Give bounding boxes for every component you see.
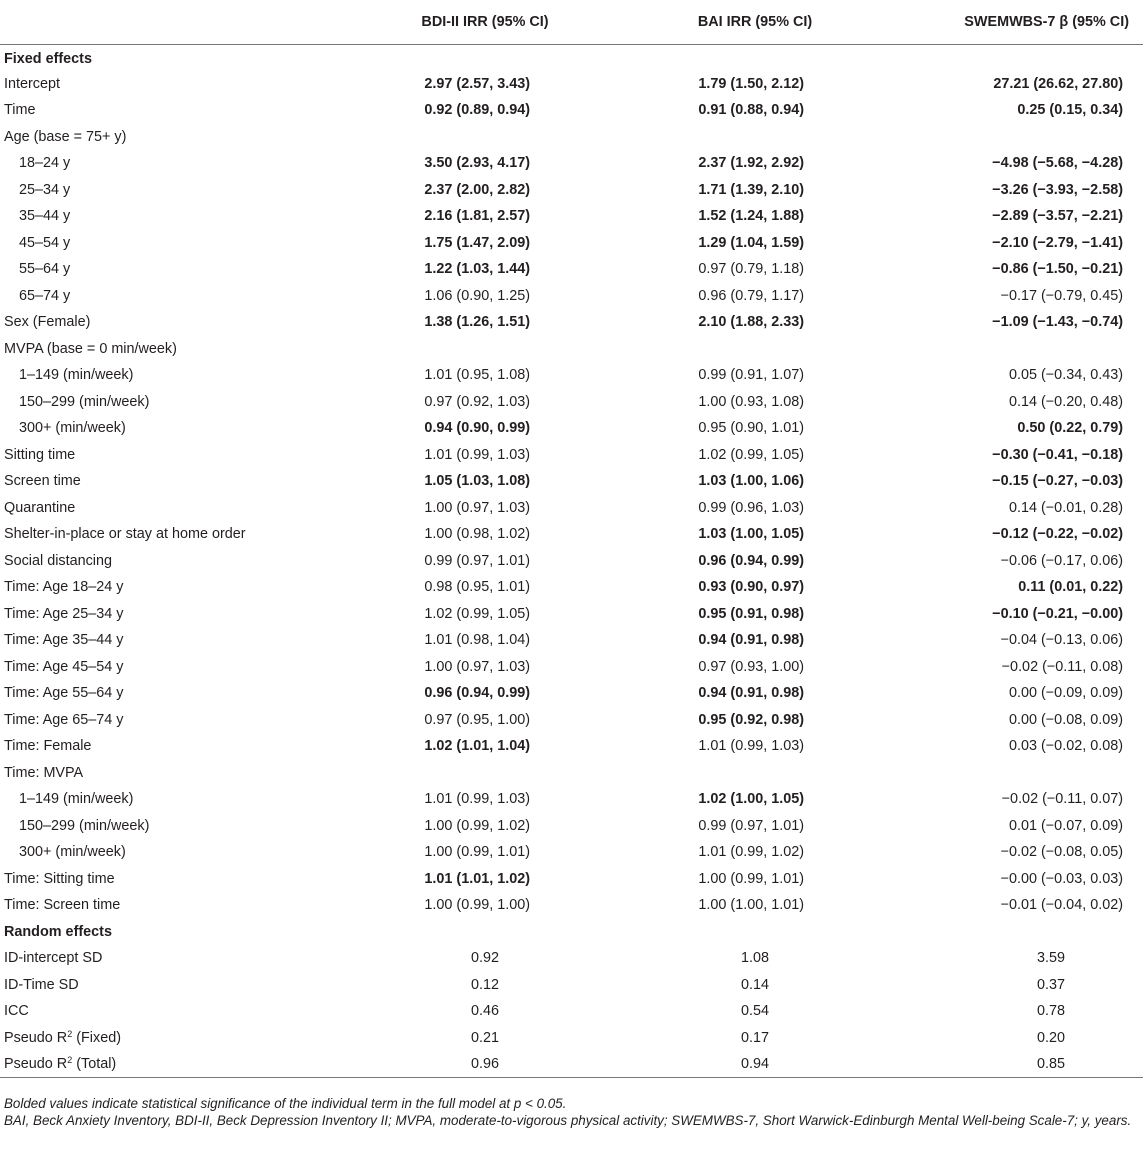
row-label: Time: Age 18–24 y: [4, 579, 124, 596]
cell-bdi: 1.38 (1.26, 1.51): [424, 314, 530, 331]
table-row: [0, 892, 1143, 919]
row-label: Time: Age 55–64 y: [4, 685, 124, 702]
cell-bdi: 1.02 (0.99, 1.05): [424, 605, 530, 622]
row-label: 18–24 y: [19, 155, 71, 172]
cell-bai: 1.79 (1.50, 2.12): [698, 75, 804, 92]
cell-bai: [620, 336, 890, 363]
cell-swemwbs: −1.09 (−1.43, −0.74): [992, 314, 1123, 331]
footnote-abbreviations: BAI, Beck Anxiety Inventory, BDI-II, Beck Depression Inventory II; MVPA, moderate-to-vigorous physical activity; SWEMWBS-7, Short Warwick-Edinburgh Mental Well-being Scale-7; y, years.: [4, 1113, 1132, 1128]
row-label: Social distancing: [4, 552, 112, 569]
cell-bdi: 1.22 (1.03, 1.44): [424, 261, 530, 278]
cell-bai: 1.01 (0.99, 1.03): [698, 738, 804, 755]
table-row: [0, 362, 1143, 389]
cell-swemwbs: 0.14 (−0.01, 0.28): [1008, 499, 1123, 516]
cell-bai: 0.93 (0.90, 0.97): [698, 579, 804, 596]
section-row-random: [0, 919, 1143, 946]
cell-swemwbs: −4.98 (−5.68, −4.28): [992, 155, 1123, 172]
random-cell-bdi: 0.96: [350, 1051, 620, 1078]
row-label: Time: Female: [4, 738, 92, 755]
cell-swemwbs: [890, 336, 1143, 363]
cell-bai: [620, 124, 890, 151]
row-label: 1–149 (min/week): [19, 367, 134, 384]
cell-swemwbs: −0.15 (−0.27, −0.03): [992, 473, 1123, 490]
cell-swemwbs: 0.00 (−0.08, 0.09): [1008, 711, 1123, 728]
cell-swemwbs: −0.12 (−0.22, −0.02): [992, 526, 1123, 543]
cell-swemwbs: −0.02 (−0.08, 0.05): [1000, 844, 1123, 861]
random-label-text: ICC: [4, 1003, 29, 1020]
cell-bdi: 0.96 (0.94, 0.99): [424, 685, 530, 702]
cell-bdi: 1.01 (0.98, 1.04): [424, 632, 530, 649]
cell-bdi: 1.00 (0.99, 1.02): [424, 817, 530, 834]
table-row: [0, 495, 1143, 522]
cell-bai: 1.71 (1.39, 2.10): [698, 181, 804, 198]
random-label-suffix: (Total): [72, 1056, 117, 1072]
cell-swemwbs: −0.00 (−0.03, 0.03): [1000, 870, 1123, 887]
table-row: [0, 574, 1143, 601]
cell-swemwbs: 0.03 (−0.02, 0.08): [1008, 738, 1123, 755]
table-row: [0, 71, 1143, 98]
random-row-label: [0, 945, 350, 972]
table-row: [0, 124, 1143, 151]
cell-swemwbs: 0.01 (−0.07, 0.09): [1008, 817, 1123, 834]
cell-swemwbs: 0.50 (0.22, 0.79): [1017, 420, 1123, 437]
cell-swemwbs: 0.14 (−0.20, 0.48): [1008, 393, 1123, 410]
table-row: [0, 680, 1143, 707]
row-label: Intercept: [4, 75, 60, 92]
random-cell-bai: 1.08: [740, 950, 769, 967]
random-cell-swemwbs: 0.37: [1036, 976, 1065, 993]
row-label: Time: MVPA: [4, 764, 84, 781]
table-row: [0, 336, 1143, 363]
table-row: [0, 177, 1143, 204]
cell-bai: 0.95 (0.92, 0.98): [698, 711, 804, 728]
cell-bdi: 0.97 (0.95, 1.00): [424, 711, 530, 728]
cell-bai: 0.94 (0.91, 0.98): [698, 632, 804, 649]
random-cell-swemwbs: 0.20: [1036, 1029, 1065, 1046]
cell-bai: 2.10 (1.88, 2.33): [698, 314, 804, 331]
row-label: Shelter-in-place or stay at home order: [4, 526, 246, 543]
random-label-sup: 2: [67, 1028, 73, 1039]
row-label: Time: Age 25–34 y: [4, 605, 124, 622]
table-row: [0, 203, 1143, 230]
random-row-label: [0, 1025, 350, 1052]
random-cell-bdi: 0.46: [470, 1003, 499, 1020]
header-bai: BAI IRR (95% CI): [620, 0, 890, 44]
row-label: 25–34 y: [19, 181, 71, 198]
row-label: Age (base = 75+ y): [4, 128, 127, 145]
cell-bai: 1.00 (0.99, 1.01): [698, 870, 804, 887]
row-label: Screen time: [4, 473, 81, 490]
random-row: [0, 945, 1143, 972]
random-row: [0, 972, 1143, 999]
random-label-suffix: (Fixed): [72, 1029, 121, 1046]
cell-bdi: 1.75 (1.47, 2.09): [424, 234, 530, 251]
cell-bdi: [350, 124, 620, 151]
table-body: [0, 44, 1143, 1078]
row-label: 300+ (min/week): [19, 420, 126, 437]
header-label-col: [0, 0, 350, 44]
cell-bdi: 1.00 (0.99, 1.00): [424, 897, 530, 914]
random-row: [0, 1051, 1143, 1078]
cell-bai: 0.95 (0.91, 0.98): [698, 605, 804, 622]
header-swemwbs: SWEMWBS-7 β (95% CI): [890, 0, 1143, 44]
random-cell-swemwbs: 3.59: [1036, 950, 1065, 967]
cell-bai: 1.52 (1.24, 1.88): [698, 208, 804, 225]
cell-swemwbs: −0.10 (−0.21, −0.00): [992, 605, 1123, 622]
table-row: [0, 839, 1143, 866]
row-label: Time: Screen time: [4, 897, 121, 914]
cell-swemwbs: −2.10 (−2.79, −1.41): [992, 234, 1123, 251]
cell-bdi: 0.97 (0.92, 1.03): [424, 393, 530, 410]
cell-bai: 1.03 (1.00, 1.06): [698, 473, 804, 490]
table-row: [0, 415, 1143, 442]
table-row: [0, 601, 1143, 628]
row-label: 35–44 y: [19, 208, 71, 225]
table-row: [0, 150, 1143, 177]
header-bdi: BDI-II IRR (95% CI): [350, 0, 620, 44]
cell-swemwbs: −0.06 (−0.17, 0.06): [1000, 552, 1123, 569]
row-label: 45–54 y: [19, 234, 71, 251]
cell-bai: 0.95 (0.90, 1.01): [698, 420, 804, 437]
header-row: [0, 0, 1143, 44]
row-label: 55–64 y: [19, 261, 71, 278]
cell-bai: 0.96 (0.79, 1.17): [698, 287, 804, 304]
cell-swemwbs: −0.86 (−1.50, −0.21): [992, 261, 1123, 278]
cell-bai: 1.00 (1.00, 1.01): [698, 897, 804, 914]
section-row-fixed: [0, 44, 1143, 71]
row-label: Time: [4, 102, 36, 119]
table-row: [0, 442, 1143, 469]
cell-bai: 1.02 (1.00, 1.05): [698, 791, 804, 808]
cell-bdi: 1.01 (0.99, 1.03): [424, 791, 530, 808]
random-cell-swemwbs: 0.85: [890, 1051, 1143, 1078]
cell-swemwbs: −3.26 (−3.93, −2.58): [992, 181, 1123, 198]
random-label-text: Pseudo R: [4, 1029, 68, 1046]
cell-swemwbs: 0.00 (−0.09, 0.09): [1008, 685, 1123, 702]
random-cell-bdi: 0.21: [470, 1029, 499, 1046]
cell-bai: 0.97 (0.79, 1.18): [698, 261, 804, 278]
random-label-sup: 2: [67, 1055, 73, 1065]
cell-bai: 0.91 (0.88, 0.94): [698, 102, 804, 119]
cell-bdi: 1.05 (1.03, 1.08): [424, 473, 530, 490]
cell-bdi: 1.00 (0.97, 1.03): [424, 499, 530, 516]
cell-swemwbs: −0.01 (−0.04, 0.02): [1000, 897, 1123, 914]
cell-bai: 0.99 (0.97, 1.01): [698, 817, 804, 834]
table-row: [0, 760, 1143, 787]
random-cell-bai: 0.54: [740, 1003, 769, 1020]
cell-bai: 1.29 (1.04, 1.59): [698, 234, 804, 251]
random-label-text: ID-intercept SD: [4, 950, 103, 967]
cell-swemwbs: [890, 124, 1143, 151]
cell-bai: 1.02 (0.99, 1.05): [698, 446, 804, 463]
cell-bai: 0.97 (0.93, 1.00): [698, 658, 804, 675]
row-label: 300+ (min/week): [19, 844, 126, 861]
table-row: [0, 786, 1143, 813]
cell-bai: 1.01 (0.99, 1.02): [698, 844, 804, 861]
cell-swemwbs: −0.02 (−0.11, 0.07): [1001, 791, 1123, 808]
random-label-text: Pseudo R: [4, 1056, 68, 1072]
cell-bdi: 0.99 (0.97, 1.01): [424, 552, 530, 569]
cell-swemwbs: [890, 760, 1143, 787]
cell-bdi: 1.01 (1.01, 1.02): [424, 870, 530, 887]
cell-swemwbs: 0.05 (−0.34, 0.43): [1008, 367, 1123, 384]
table-row: [0, 283, 1143, 310]
row-label: MVPA (base = 0 min/week): [4, 340, 177, 357]
row-label: 1–149 (min/week): [19, 791, 134, 808]
table-row: [0, 468, 1143, 495]
random-cell-bdi: 0.92: [470, 950, 499, 967]
table-row: [0, 813, 1143, 840]
cell-bdi: 0.98 (0.95, 1.01): [424, 579, 530, 596]
cell-swemwbs: 27.21 (26.62, 27.80): [993, 75, 1123, 92]
row-label: 65–74 y: [19, 287, 71, 304]
cell-bai: 0.99 (0.91, 1.07): [698, 367, 804, 384]
cell-swemwbs: −0.17 (−0.79, 0.45): [1000, 287, 1123, 304]
table-row: [0, 230, 1143, 257]
cell-bdi: 2.16 (1.81, 2.57): [424, 208, 530, 225]
random-cell-bai: 0.94: [620, 1051, 890, 1078]
table-row: [0, 654, 1143, 681]
random-row: [0, 998, 1143, 1025]
random-row-label: [0, 998, 350, 1025]
table-row: [0, 256, 1143, 283]
row-label: Time: Age 65–74 y: [4, 711, 124, 728]
row-label: 150–299 (min/week): [19, 393, 150, 410]
random-cell-bai: 0.17: [740, 1029, 769, 1046]
cell-bdi: 3.50 (2.93, 4.17): [424, 155, 530, 172]
random-label-text: ID-Time SD: [4, 976, 79, 993]
cell-bdi: 1.00 (0.98, 1.02): [424, 526, 530, 543]
row-label: Time: Age 45–54 y: [4, 658, 124, 675]
cell-bai: 0.94 (0.91, 0.98): [698, 685, 804, 702]
random-cell-bdi: 0.12: [470, 976, 499, 993]
random-row-label: [0, 972, 350, 999]
cell-bdi: 1.00 (0.97, 1.03): [424, 658, 530, 675]
table-footnotes: [4, 1095, 1140, 1129]
table-row: [0, 866, 1143, 893]
row-label: Sex (Female): [4, 314, 91, 331]
section-heading-fixed: Fixed effects: [4, 51, 92, 67]
table-row: [0, 733, 1143, 760]
cell-swemwbs: −2.89 (−3.57, −2.21): [992, 208, 1123, 225]
table-row: [0, 389, 1143, 416]
section-heading-random: Random effects: [4, 923, 112, 940]
cell-swemwbs: −0.02 (−0.11, 0.08): [1001, 658, 1123, 675]
cell-bdi: 2.37 (2.00, 2.82): [424, 181, 530, 198]
table-row: [0, 521, 1143, 548]
random-row-label: [0, 1051, 350, 1078]
cell-swemwbs: 0.25 (0.15, 0.34): [1017, 102, 1123, 119]
cell-bdi: 1.02 (1.01, 1.04): [424, 738, 530, 755]
cell-swemwbs: −0.04 (−0.13, 0.06): [1000, 632, 1123, 649]
cell-bdi: 1.00 (0.99, 1.01): [424, 844, 530, 861]
table-row: [0, 707, 1143, 734]
cell-swemwbs: −0.30 (−0.41, −0.18): [992, 446, 1123, 463]
cell-bdi: 1.01 (0.99, 1.03): [424, 446, 530, 463]
cell-bai: 0.96 (0.94, 0.99): [698, 552, 804, 569]
cell-bdi: [350, 336, 620, 363]
cell-bdi: 1.01 (0.95, 1.08): [424, 367, 530, 384]
cell-bai: 0.99 (0.96, 1.03): [698, 499, 804, 516]
cell-bdi: 0.92 (0.89, 0.94): [424, 102, 530, 119]
cell-bdi: 2.97 (2.57, 3.43): [424, 75, 530, 92]
cell-bai: [620, 760, 890, 787]
cell-swemwbs: 0.11 (0.01, 0.22): [1018, 579, 1123, 596]
row-label: 150–299 (min/week): [19, 817, 150, 834]
row-label: Time: Age 35–44 y: [4, 632, 124, 649]
row-label: Time: Sitting time: [4, 870, 115, 887]
row-label: Quarantine: [4, 499, 76, 516]
cell-bai: 1.00 (0.93, 1.08): [698, 393, 804, 410]
table-row: [0, 627, 1143, 654]
random-cell-swemwbs: 0.78: [1036, 1003, 1065, 1020]
cell-bai: 2.37 (1.92, 2.92): [698, 155, 804, 172]
row-label: Sitting time: [4, 446, 76, 463]
table-row: [0, 548, 1143, 575]
table-row: [0, 97, 1143, 124]
table-row: [0, 309, 1143, 336]
footnote-significance: Bolded values indicate statistical significance of the individual term in the full model at p < 0.05.: [4, 1096, 567, 1111]
random-row: [0, 1025, 1143, 1052]
random-cell-bai: 0.14: [740, 976, 769, 993]
cell-bai: 1.03 (1.00, 1.05): [698, 526, 804, 543]
cell-bdi: 0.94 (0.90, 0.99): [424, 420, 530, 437]
cell-bdi: [350, 760, 620, 787]
cell-bdi: 1.06 (0.90, 1.25): [424, 287, 530, 304]
